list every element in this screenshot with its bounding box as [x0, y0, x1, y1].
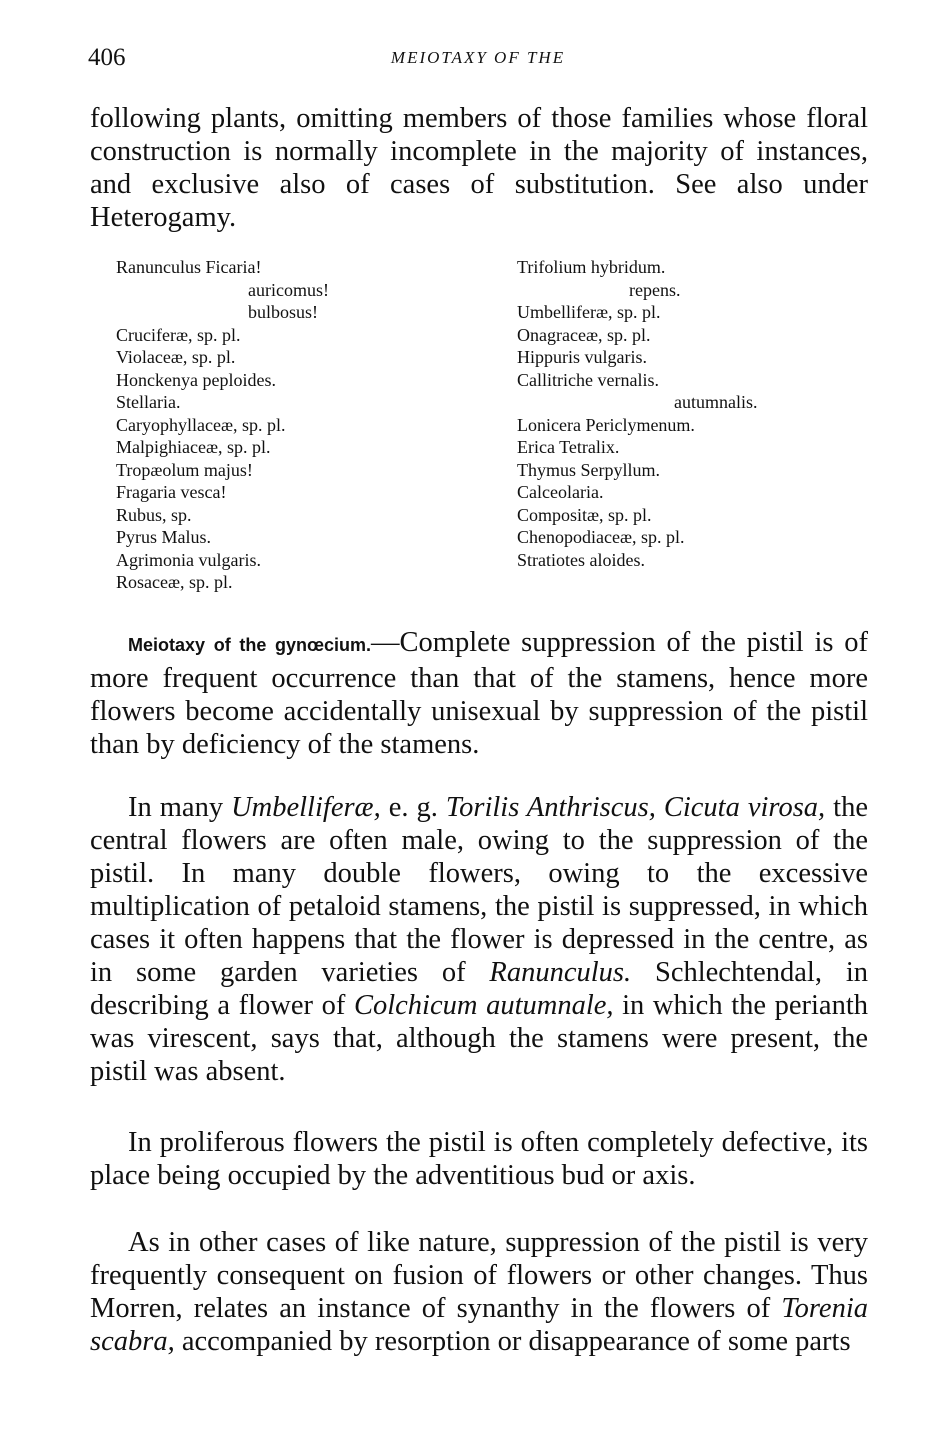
- page-header: [88, 44, 868, 80]
- list-item: Erica Tetralix.: [517, 437, 620, 457]
- text-run: Schlechtendal, in describing a flower of: [90, 957, 868, 1021]
- list-item: Honckenya peploides.: [116, 369, 276, 390]
- list-item: Pyrus Malus.: [116, 527, 212, 547]
- text-run: As in other cases of like nature, suppression of the pistil is very frequently consequent on fusion of flowers or other changes. Thus Morren, relates an instance of synanthy in the flowers of: [90, 1227, 868, 1324]
- list-item: repens.: [629, 279, 681, 300]
- list-item: autumnalis.: [674, 392, 758, 412]
- italic-taxon: Umbelliferæ,: [231, 792, 381, 823]
- list-item: Caryophyllaceæ, sp. pl.: [116, 414, 286, 435]
- list-item: Onagraceæ, sp. pl.: [517, 324, 651, 345]
- list-item: Malpighiaceæ, sp. pl.: [116, 437, 271, 457]
- list-item: Chenopodiaceæ, sp. pl.: [517, 527, 685, 547]
- italic-taxon: Torenia scabra,: [90, 1293, 868, 1357]
- list-item: auricomus!: [248, 279, 329, 300]
- list-item: Hippuris vulgaris.: [517, 347, 647, 367]
- page-number: 406: [88, 44, 126, 71]
- list-item: Fragaria vesca!: [116, 482, 227, 502]
- section-heading: Meiotaxy of the gynœcium.: [128, 635, 372, 655]
- paragraph-text: In proliferous flowers the pistil is often completely defective, its place being occupied by the adventitious bud or axis.: [90, 1127, 868, 1191]
- italic-taxon: Torilis Anthriscus, Cicuta virosa,: [445, 792, 826, 823]
- list-item: Trifolium hybridum.: [517, 257, 666, 277]
- paragraph-text: [90, 1226, 868, 1358]
- list-item: bulbosus!: [248, 302, 319, 322]
- text-run: e. g.: [380, 792, 446, 823]
- gynoecium-section: [90, 626, 868, 761]
- list-item: Rosaceæ, sp. pl.: [116, 572, 233, 592]
- paragraph-umbelliferae: [90, 791, 868, 1088]
- intro-text: following plants, omitting members of those families whose floral construction is normally incomplete in the majority of instances, and exclusive also of cases of substitution. See also under Heterogamy.: [90, 103, 868, 233]
- list-item: Callitriche vernalis.: [517, 369, 659, 390]
- gynoecium-paragraph: [90, 626, 868, 761]
- list-item: Compositæ, sp. pl.: [517, 504, 652, 525]
- text-run: accompanied by resorption or disappearance of some parts: [174, 1326, 851, 1357]
- text-run: In many: [128, 792, 232, 823]
- text-run: the central flowers are often male, owing to the suppression of the pistil. In many double flowers, owing to the excessive multiplication of petaloid stamens, the pistil is suppressed, in which cases it often happens that the flower is depressed in the centre, as in some garden varieties of: [90, 792, 868, 988]
- paragraph-text: [90, 791, 868, 1088]
- list-item: Umbelliferæ, sp. pl.: [517, 302, 661, 322]
- list-item: Calceolaria.: [517, 482, 604, 502]
- plant-list-left-column: [116, 256, 496, 594]
- paragraph-synanthy: [90, 1226, 868, 1358]
- plant-list-right-column: [517, 256, 837, 571]
- list-item: Ranunculus Ficaria!: [116, 257, 262, 277]
- text-run: in which the perianth was virescent, says that, although the stamens were present, the pistil was absent.: [90, 990, 869, 1087]
- italic-taxon: Ranunculus.: [489, 957, 632, 988]
- running-head: MEIOTAXY OF THE: [390, 48, 566, 67]
- list-item: Rubus, sp.: [116, 504, 192, 525]
- plant-list: [116, 256, 816, 616]
- intro-paragraph: [90, 102, 868, 234]
- list-item: Violaceæ, sp. pl.: [116, 347, 236, 367]
- list-item: Cruciferæ, sp. pl.: [116, 324, 241, 345]
- paragraph-proliferous: [90, 1126, 868, 1192]
- gynoecium-text: —Complete suppression of the pistil is of more frequent occurrence than that of the stamens, hence more flowers become accidentally unisexual by suppression of the pistil than by deficiency of the stamens.: [90, 627, 868, 760]
- list-item: Lonicera Periclymenum.: [517, 414, 695, 435]
- italic-taxon: Colchicum autumnale,: [353, 990, 614, 1021]
- list-item: Stratiotes aloides.: [517, 549, 645, 570]
- list-item: Agrimonia vulgaris.: [116, 549, 261, 570]
- list-item: Thymus Serpyllum.: [517, 459, 660, 480]
- list-item: Stellaria.: [116, 392, 181, 412]
- list-item: Tropæolum majus!: [116, 459, 253, 480]
